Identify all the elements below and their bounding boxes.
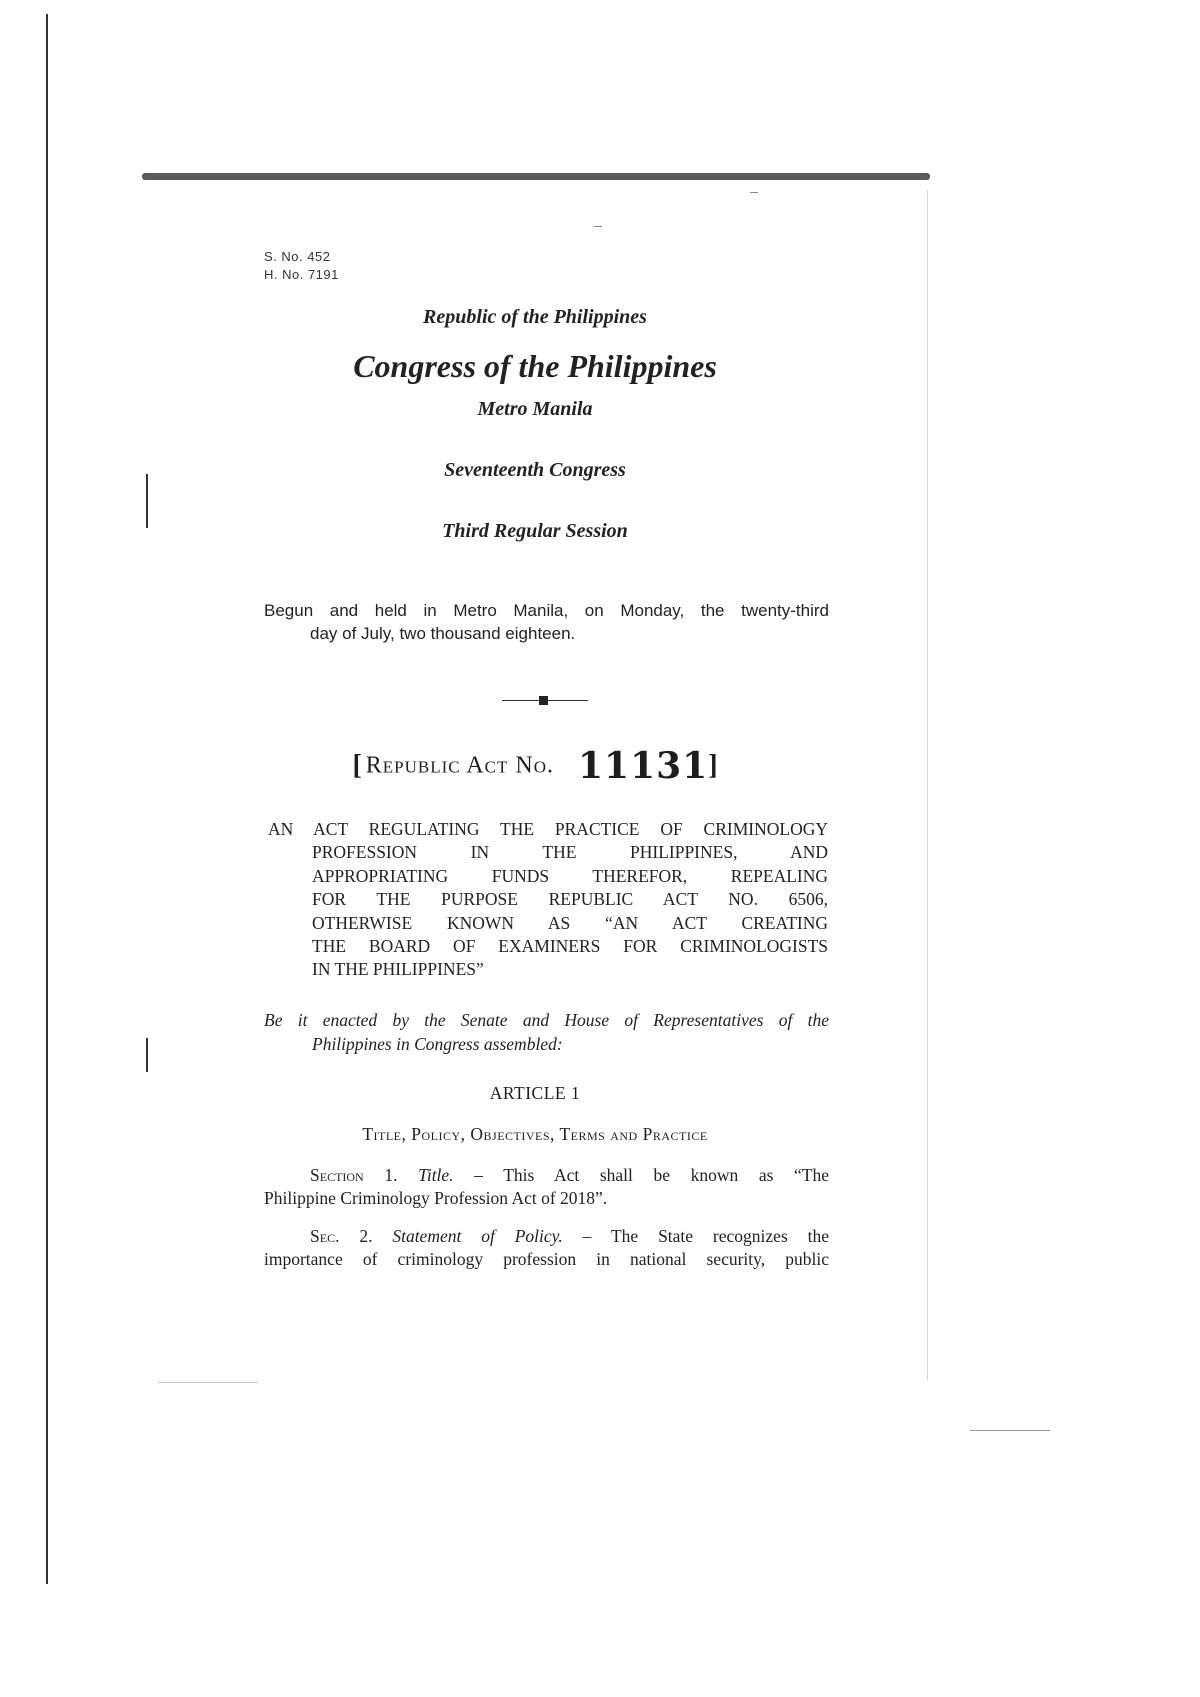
republic-act-line (140, 745, 930, 787)
scan-speck (750, 192, 758, 193)
act-title (268, 818, 828, 982)
congress-heading: Congress of the Philippines (353, 348, 717, 384)
scan-speck (594, 226, 602, 227)
session-heading: Third Regular Session (442, 520, 628, 542)
act-title-line: IN THE PHILIPPINES” (312, 959, 484, 980)
enacting-clause-line-1: Be it enacted by the Senate and House of Representatives of the (264, 1010, 829, 1030)
republic-act-label: Republic Act No. (365, 752, 554, 779)
open-bracket: [ (352, 750, 362, 781)
scan-edge-line (46, 14, 48, 1584)
act-title-line: AN ACT REGULATING THE PRACTICE OF CRIMINOLOGY (268, 819, 828, 839)
act-title-line: OTHERWISE KNOWN AS “AN ACT CREATING (312, 912, 828, 933)
act-title-line: PROFESSION IN THE PHILIPPINES, AND (312, 842, 828, 863)
section-1 (264, 1164, 829, 1210)
begun-line-1: Begun and held in Metro Manila, on Monday, the twenty-third (264, 601, 829, 620)
house-bill-number: H. No. 7191 (264, 267, 339, 282)
section-1-text: – This Act shall be known as “The (453, 1165, 829, 1185)
republic-heading: Republic of the Philippines (423, 306, 647, 328)
close-bracket: ] (708, 750, 718, 781)
article-title: Title, Policy, Objectives, Terms and Practice (362, 1124, 708, 1144)
scan-speck (158, 1382, 258, 1383)
act-title-line: THE BOARD OF EXAMINERS FOR CRIMINOLOGISTS (312, 936, 828, 957)
republic-act-number: 11131 (577, 745, 709, 787)
location-heading: Metro Manila (477, 398, 593, 420)
section-2-text: – The State recognizes the (562, 1226, 830, 1246)
ornament-square (539, 696, 548, 705)
act-title-line: APPROPRIATING FUNDS THEREFOR, REPEALING (312, 865, 828, 886)
article-heading: ARTICLE 1 (489, 1083, 581, 1103)
section-1-heading: Title. (418, 1165, 454, 1185)
begun-line-2: day of July, two thousand eighteen. (310, 624, 576, 643)
section-2-text-line-2: importance of criminology profession in national security, public (264, 1249, 829, 1269)
scan-mark (970, 1430, 1050, 1431)
bill-numbers (264, 248, 339, 284)
section-1-label: Section 1. (310, 1165, 398, 1185)
enacting-clause (264, 1008, 829, 1056)
section-2-heading: Statement of Policy. (392, 1226, 563, 1246)
enacting-clause-line-2: Philippines in Congress assembled: (312, 1034, 563, 1054)
begun-statement (264, 599, 829, 645)
congress-number-heading: Seventeenth Congress (444, 459, 626, 481)
section-2-label: Sec. 2. (310, 1226, 373, 1246)
scan-mark (146, 1038, 148, 1072)
section-1-text-line-2: Philippine Criminology Profession Act of 2018”. (264, 1188, 608, 1208)
section-2 (264, 1225, 829, 1271)
page-top-rule (142, 173, 930, 180)
act-title-line: FOR THE PURPOSE REPUBLIC ACT NO. 6506, (312, 889, 828, 910)
senate-bill-number: S. No. 452 (264, 249, 331, 264)
